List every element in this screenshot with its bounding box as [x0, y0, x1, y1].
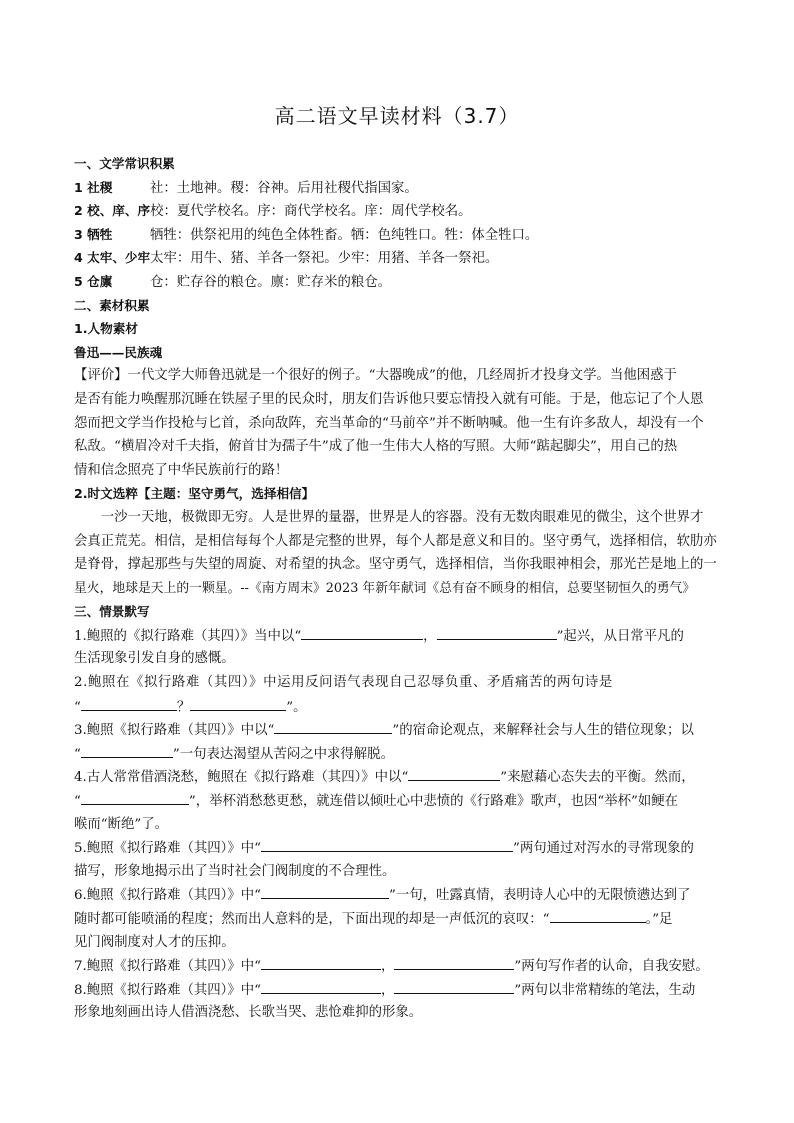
question-text: ”一句，吐露真情，表明诗人心中的无限愤懑达到了: [389, 888, 691, 904]
answer-blank[interactable]: [394, 978, 514, 994]
question-text: 1.鲍照的《拟行路难（其四）》当中以“: [74, 628, 302, 644]
question-text: ”两句写作者的认命，自我安慰。: [514, 959, 709, 975]
answer-blank[interactable]: [261, 883, 389, 899]
glossary-definition: 仓：贮存谷的粮仓。廪：贮存米的粮仓。: [150, 274, 392, 290]
question-text: 8.鲍照《拟行路难（其四）》中“: [74, 982, 261, 998]
glossary-definition: 校：夏代学校名。序：商代学校名。庠：周代学校名。: [150, 204, 472, 220]
question-3-cont: [74, 742, 724, 766]
question-text: ”一句表达渴望从苦闷之中求得解脱。: [172, 746, 394, 762]
person-heading: 鲁迅——民族魂: [74, 344, 163, 360]
question-text: 5.鲍照《拟行路难（其四）》中“: [74, 841, 261, 857]
question-text: 3.鲍照《拟行路难（其四）》中以“: [74, 723, 275, 739]
question-text: 4.古人常常借酒浇愁，鲍照在《拟行路难（其四）》中以“: [74, 770, 409, 786]
question-1: [74, 624, 724, 648]
glossary-item: [74, 270, 724, 294]
glossary-definition: 牺牲：供祭祀用的纯色全体牲畜。牺：色纯牲口。牲：体全牲口。: [150, 227, 539, 243]
section3-heading: 三、情景默写: [74, 604, 150, 620]
question-4-cont: [74, 789, 724, 813]
question-text: 6.鲍照《拟行路难（其四）》中“: [74, 888, 261, 904]
answer-blank[interactable]: [81, 742, 173, 758]
glossary-definition: 太牢：用牛、猪、羊各一祭祀。少牢：用猪、羊各一祭祀。: [150, 251, 499, 267]
subsection-heading: 2.时文选粹【主题：坚守勇气，选择相信】: [74, 486, 315, 502]
question-2-cont: [74, 695, 724, 719]
blank-separator: ，: [381, 959, 395, 975]
question-text: 7.鲍照《拟行路难（其四）》中“: [74, 959, 261, 975]
question-text: 随时都可能喷涌的程度；然而出人意料的是，下面出现的却是一声低沉的哀叹：“: [74, 912, 550, 927]
glossary-item: [74, 223, 724, 247]
document-body: [74, 152, 724, 1025]
section1-heading: 一、文学常识积累: [74, 156, 175, 171]
answer-blank[interactable]: [81, 695, 177, 711]
glossary-term: 5 仓廪: [74, 273, 113, 289]
glossary-term: 4 太牢、少牢: [74, 250, 151, 266]
answer-blank[interactable]: [261, 954, 381, 970]
answer-blank[interactable]: [301, 624, 423, 640]
answer-blank[interactable]: [274, 718, 392, 734]
question-text: ”来慰藉心态失去的平衡。然而，: [500, 770, 695, 786]
evaluation-line: 怨而把文学当作投枪与匕首，杀向敌阵，充当革命的“马前卒”并不断呐喊。他一生有许多敌人，却没有一个: [74, 415, 704, 431]
glossary-item: [74, 246, 724, 270]
glossary-term: 2 校、庠、序: [74, 203, 151, 219]
evaluation-line: 情和信念照亮了中华民族前行的路！: [74, 462, 289, 478]
open-quote: “: [74, 699, 81, 715]
evaluation-line: 是否有能力唤醒那沉睡在铁屋子里的民众时，朋友们告诉他只要忘情投入就有可能。于是，他忘记了个人恩: [74, 391, 704, 407]
question-7: [74, 954, 724, 978]
answer-blank[interactable]: [190, 695, 286, 711]
answer-blank[interactable]: [437, 624, 557, 640]
question-5: [74, 836, 724, 860]
blank-separator: ？: [176, 699, 191, 715]
question-text: ”，举杯消愁愁更愁，就连借以倾吐心中悲愤的《行路难》歌声，也因“举杯”如鲠在: [188, 794, 679, 810]
close-quote: ”。: [286, 699, 307, 715]
glossary-item: [74, 176, 724, 200]
question-6-cont: 见门阀制度对人才的压抑。: [74, 934, 235, 950]
glossary-definition: 社：土地神。稷：谷神。后用社稷代指国家。: [150, 180, 418, 196]
glossary-item: [74, 199, 724, 223]
open-quote: “: [74, 794, 81, 810]
answer-blank[interactable]: [408, 765, 500, 781]
question-text: ”的宿命论观点，来解释社会与人生的错位现象；以: [392, 723, 694, 739]
question-text: ”两句以非常精练的笔法，生动: [514, 982, 696, 998]
essay-line: 是脊骨，撑起那些与失望的周旋、对希望的执念。坚守勇气，选择相信，当你我眼神相会，那光芒是地上的一: [74, 557, 717, 573]
document-title: 高二语文早读材料（3.7）: [274, 104, 520, 128]
question-6: [74, 883, 724, 907]
open-quote: “: [74, 746, 81, 762]
glossary-term: 1 社稷: [74, 179, 113, 195]
subsection-heading: 1.人物素材: [74, 321, 138, 337]
question-6-cont: [74, 907, 724, 931]
question-2: 2.鲍照在《拟行路难（其四）》中运用反问语气表现自己忍辱负重、矛盾痛苦的两句诗是: [74, 675, 613, 691]
question-1-cont: 生活现象引发自身的感慨。: [74, 651, 235, 667]
essay-line: 一沙一天地，极微即无穷。人是世界的量器，世界是人的容器。没有无数肉眼难见的微尘，这个世界才: [100, 509, 704, 525]
blank-separator: ，: [381, 982, 395, 998]
glossary-term: 3 牺牲: [74, 226, 113, 242]
question-4: [74, 765, 724, 789]
question-text: ”两句通过对泻水的寻常现象的: [513, 841, 694, 857]
question-4-cont: 喉而“断绝”了。: [74, 816, 169, 832]
blank-separator: ，: [423, 628, 437, 644]
question-8-cont: 形象地刻画出诗人借酒浇愁、长歌当哭、悲怆难抑的形象。: [74, 1005, 423, 1021]
answer-blank[interactable]: [550, 907, 646, 923]
question-5-cont: 描写，形象地揭示出了当时社会门阀制度的不合理性。: [74, 863, 396, 879]
evaluation-line: 【评价】一代文学大师鲁迅就是一个很好的例子。“大器晚成”的他，几经周折才投身文学。当他困惑于: [74, 368, 677, 384]
question-3: [74, 718, 724, 742]
answer-blank[interactable]: [261, 978, 381, 994]
question-text: ”起兴，从日常平凡的: [556, 628, 684, 644]
question-text: 。”足: [645, 912, 673, 927]
evaluation-line: 私敌。“横眉冷对千夫指，俯首甘为孺子牛”成了他一生伟大人格的写照。大师“踮起脚尖”，用自己的热: [74, 439, 678, 455]
answer-blank[interactable]: [394, 954, 514, 970]
answer-blank[interactable]: [81, 789, 189, 805]
essay-line: 会真正荒芜。相信，是相信每每个人都是完整的世界，每个人都是意义和目的。坚守勇气，选择相信，软肋亦: [74, 533, 717, 549]
answer-blank[interactable]: [261, 836, 513, 852]
essay-line: 星火，地球是天上的一颗星。--《南方周末》2023 年新年献词《总有奋不顾身的相信，总要坚韧恒久的勇气》: [74, 580, 696, 596]
question-8: [74, 978, 724, 1002]
section2-heading: 二、素材积累: [74, 297, 150, 313]
